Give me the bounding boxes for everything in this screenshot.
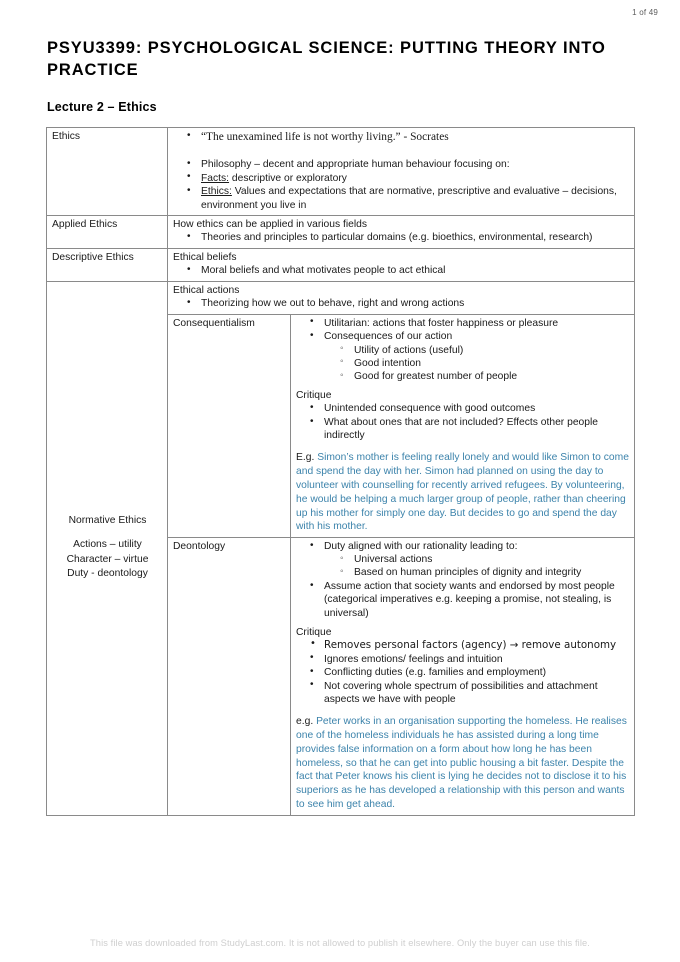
list-item: ◦ Universal actions [354,553,630,566]
list-item: ◦ Good for greatest number of people [354,370,630,383]
row-label-ethics [47,128,168,216]
example-body: Simon’s mother is feeling really lonely and would like Simon to come and spend the day with her. Simon had planned on using the day to volunteer with counselling for recently arrived refugees. By volunteering, he would be helping a much larger group of people, rather than cheering up his mother for simply one day. But decides to go and spend the day with his mother. [296,452,629,533]
list-item: • Removes personal factors (agency) → remove autonomy [324,639,630,652]
row-content-deontology [291,538,635,816]
table-row [47,281,635,314]
consequentialism-list [296,317,630,383]
list-item [324,330,630,383]
example-marker: e.g. [296,716,314,728]
consequentialism-example [296,451,630,534]
row-label-deontology [168,538,291,816]
cell-text: Ethics [52,131,81,142]
row-label-applied-ethics [47,216,168,249]
row-content-ethical-actions [168,281,635,314]
example-body: Peter works in an organisation supporting the homeless. He realises one of the homeless individuals he has assisted during a long time provides false information on a form about how long he has been homeless, so that he can get into public housing a bit faster. Despite the fact that Peter knows his client is lying he decides not to disclose it to his superiors as he has developed a relationship with this person and wants to see him get ahead. [296,716,627,810]
table-row [47,249,635,282]
normative-ethics-label: Normative Ethics [68,514,147,526]
row-content-applied-ethics [168,216,635,249]
list-item: ◦ Utility of actions (useful) [354,344,630,357]
applied-ethics-list [173,231,630,244]
list-item: • Theories and principles to particular domains (e.g. bioethics, environmental, research) [201,231,630,244]
row-content-descriptive-ethics [168,249,635,282]
list-item: • Not covering whole spectrum of possibilities and attachment aspects we have with people [324,680,630,706]
list-item: • Theorizing how we out to behave, right and wrong actions [201,297,630,310]
deontology-list [296,540,630,620]
list-item: ◦ Based on human principles of dignity and integrity [354,566,630,579]
list-item [324,540,630,580]
spacer [173,145,630,158]
deontology-sublist [324,553,630,579]
ethics-quote-list [173,130,630,145]
ethical-actions-intro: Ethical actions [173,284,240,296]
row-label-descriptive-ethics [47,249,168,282]
list-item [201,130,630,145]
sub-line: Actions – utility [73,539,142,551]
normative-ethics-subtext [52,538,163,582]
list-item: • Unintended consequence with good outcomes [324,402,630,415]
page-number-indicator: 1 of 49 [632,8,658,17]
list-item: • Ignores emotions/ feelings and intuition [324,653,630,666]
row-label-consequentialism [168,314,291,537]
consequentialism-critique-list [296,402,630,442]
list-item-label: Duty aligned with our rationality leading to: [324,541,518,553]
list-item: • Facts: descriptive or exploratory [201,172,630,185]
deontology-critique-label: Critique [296,626,332,638]
cell-text: Applied Ethics [52,219,118,231]
facts-lead: Facts: [201,172,230,184]
applied-ethics-intro: How ethics can be applied in various fields [173,219,368,231]
row-content-ethics [168,128,635,216]
cell-text: Consequentialism [173,317,255,329]
ethics-notes-table [46,127,635,816]
cell-text: Descriptive Ethics [52,252,134,264]
row-content-consequentialism [291,314,635,537]
sub-line: Duty - deontology [67,568,148,580]
consequentialism-sublist [324,344,630,384]
table-row [47,128,635,216]
list-item: • Assume action that society wants and endorsed by most people (categorical imperatives e.g. keeping a promise, not stealing, is universal) [324,580,630,620]
ethical-actions-list [173,297,630,310]
sub-line: Character – virtue [66,553,149,565]
list-item: • Moral beliefs and what motivates people to act ethical [201,264,630,277]
list-item: • What about ones that are not included? Effects other people indirectly [324,416,630,442]
list-item: • Ethics: Values and expectations that are normative, prescriptive and evaluative – decisions, environment you live in [201,185,630,211]
ethics-definition-list [173,158,630,212]
row-label-normative-ethics [47,281,168,815]
deontology-critique-list [296,639,630,706]
example-marker: E.g. [296,452,315,464]
list-item: • Utilitarian: actions that foster happiness or pleasure [324,317,630,330]
consequentialism-critique-label: Critique [296,390,332,402]
list-item: • Conflicting duties (e.g. families and employment) [324,666,630,679]
list-item: • Philosophy – decent and appropriate human behaviour focusing on: [201,158,630,171]
table-row [47,216,635,249]
deontology-example [296,715,630,812]
descriptive-ethics-intro: Ethical beliefs [173,252,237,264]
ethics-lead: Ethics: [201,186,232,198]
cell-text: Deontology [173,541,226,553]
list-item: ◦ Good intention [354,357,630,370]
footer-watermark: This file was downloaded from StudyLast.com. It is not allowed to publish it elsewhere. Only the buyer can use this file. [90,938,590,948]
list-item-label: Consequences of our action [324,331,453,343]
document-title: PSYU3399: PSYCHOLOGICAL SCIENCE: PUTTING THEORY INTO PRACTICE [47,39,606,79]
descriptive-ethics-list [173,264,630,277]
socrates-quote: “The unexamined life is not worthy living.” - Socrates [201,131,449,143]
lecture-subtitle: Lecture 2 – Ethics [47,100,157,114]
